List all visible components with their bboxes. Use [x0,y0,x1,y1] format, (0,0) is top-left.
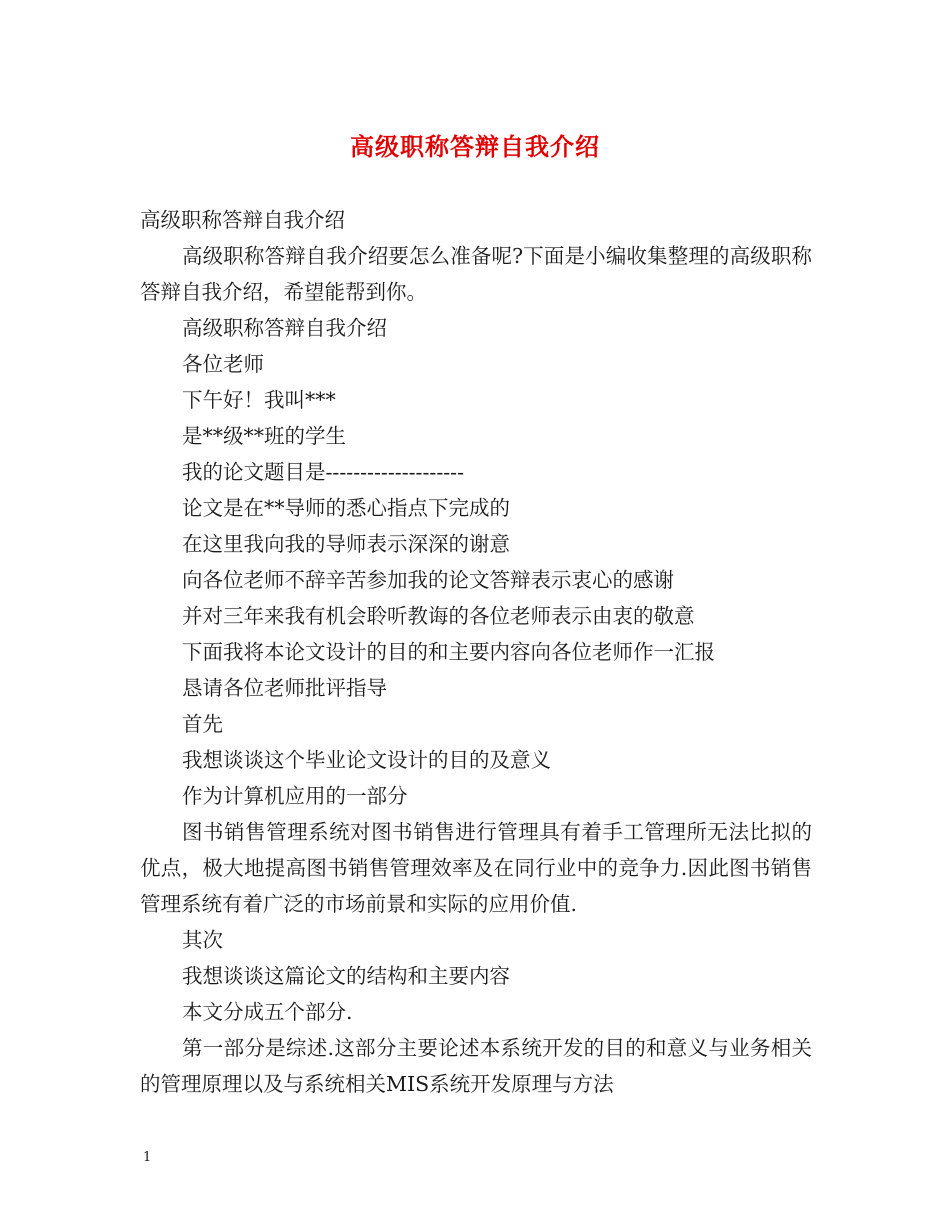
paragraph: 高级职称答辩自我介绍要怎么准备呢?下面是小编收集整理的高级职称答辩自我介绍，希望能帮到你。 [140,244,812,304]
paragraph: 我的论文题目是-------------------- [182,460,465,484]
document-body [140,202,812,1102]
paragraph: 向各位老师不辞辛苦参加我的论文答辩表示衷心的感谢 [182,568,674,592]
paragraph: 是**级**班的学生 [182,424,346,448]
page-number: 1 [143,1150,152,1165]
paragraph: 在这里我向我的导师表示深深的谢意 [182,532,510,556]
paragraph: 我想谈谈这个毕业论文设计的目的及意义 [182,748,551,772]
paragraph: 下面我将本论文设计的目的和主要内容向各位老师作一汇报 [182,640,715,664]
paragraph: 各位老师 [182,352,264,376]
paragraph: 并对三年来我有机会聆听教诲的各位老师表示由衷的敬意 [182,604,695,628]
paragraph: 我想谈谈这篇论文的结构和主要内容 [182,964,510,988]
paragraph: 图书销售管理系统对图书销售进行管理具有着手工管理所无法比拟的优点，极大地提高图书销售管理效率及在同行业中的竞争力.因此图书销售管理系统有着广泛的市场前景和实际的应用价值. [140,820,812,916]
paragraph: 首先 [182,712,223,736]
paragraph: 作为计算机应用的一部分 [182,784,408,808]
paragraph: 本文分成五个部分. [182,1000,353,1024]
paragraph: 论文是在**导师的悉心指点下完成的 [182,496,510,520]
paragraph: 恳请各位老师批评指导 [182,676,387,700]
paragraph: 第一部分是综述.这部分主要论述本系统开发的目的和意义与业务相关的管理原理以及与系统相关MIS系统开发原理与方法 [140,1036,812,1096]
paragraph: 高级职称答辩自我介绍 [140,208,345,232]
document-title: 高级职称答辩自我介绍 [350,132,600,161]
paragraph: 其次 [182,928,223,952]
paragraph: 高级职称答辩自我介绍 [182,316,387,340]
paragraph: 下午好！我叫*** [182,388,336,412]
